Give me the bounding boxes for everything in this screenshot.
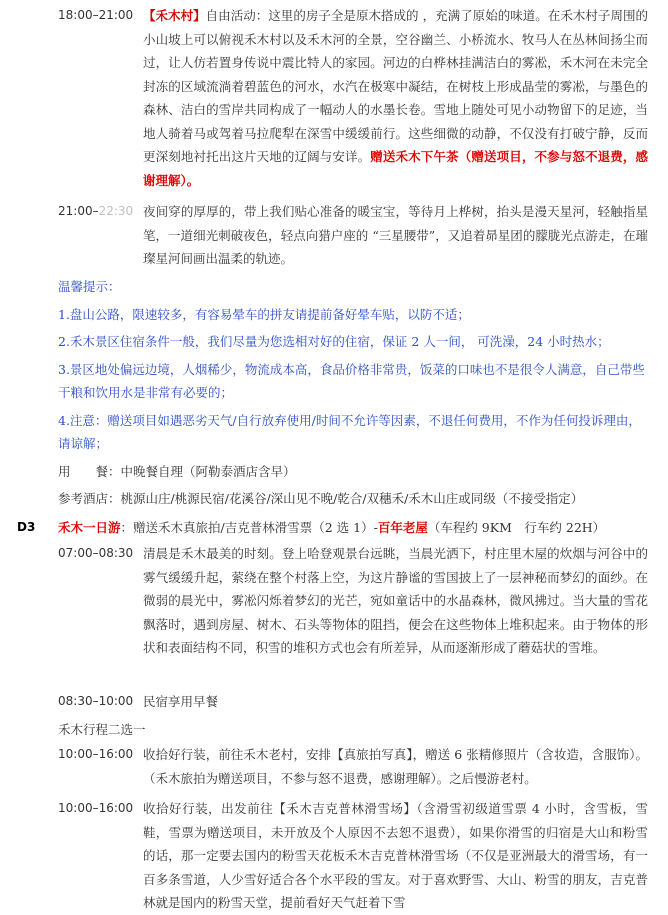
- schedule-text: 清晨是禾木最美的时刻。登上哈登观景台远眺，当晨光洒下，村庄里木屋的炊烟与河谷中的雾气缓缓升起，萦绕在整个村落上空，为这片静谧的雪国披上了一层神秘而梦幻的面纱。在微弱的晨光中，雾凇闪烁着梦幻的光芒，宛如童话中的水晶森林，微风拂过。当大量的雪花飘落时，遇到房屋、树木、石头等物体的阻挡，便会在这些物体上堆积起来。由于物体的形状和表面结构不同，积雪的堆积方式也会有所差异，从而逐渐形成了蘑菇状的雪堆。: [143, 546, 648, 655]
- place-tag: 【禾木村】: [143, 8, 206, 23]
- gift-highlight: 赠送禾木下午茶（赠送项目，不参与怒不退费，感谢理解）。: [143, 149, 648, 188]
- tip-item: 2.禾木景区住宿条件一般，我们尽量为您选相对好的住宿，保证 2 人一间， 可洗澡，24 小时热水；: [58, 334, 610, 349]
- hotel-line: [58, 489, 583, 509]
- hotel-label: 参考酒店：: [58, 491, 121, 506]
- schedule-time: 07:00–08:30: [58, 546, 134, 560]
- schedule-text: [143, 4, 648, 192]
- meals-line: [58, 462, 296, 482]
- day-title: [58, 518, 605, 538]
- schedule-time: 21:00–22:30: [58, 204, 134, 218]
- tips-section: [58, 275, 648, 456]
- day-title-red2: 百年老屋: [377, 520, 428, 535]
- choose-one-label: 禾木行程二选一: [58, 722, 146, 737]
- schedule-time: 10:00–16:00: [58, 801, 134, 815]
- day-title-tail: （车程约 9KM 行车约 22H）: [427, 520, 606, 535]
- tips-title: 温馨提示：: [58, 279, 121, 294]
- schedule-time: 10:00–16:00: [58, 747, 134, 761]
- day-title-red: 禾木一日游: [58, 520, 121, 535]
- schedule-text: 收拾好行装，前往禾木老村，安排【真旅拍写真】，赠送 6 张精修照片（含妆造，含服饰）。（禾木旅拍为赠送项目，不参与怒不退费，感谢理解）。之后慢游老村。: [143, 747, 648, 786]
- schedule-text: 民宿享用早餐: [143, 694, 219, 709]
- day-title-mid: ：赠送禾木真旅拍/吉克普林滑雪票（2 选 1）-: [120, 520, 378, 535]
- day-badge: D3: [17, 520, 36, 534]
- schedule-text: 夜间穿的厚厚的，带上我们贴心准备的暖宝宝，等待月上桦树，抬头是漫天星河，轻触指星笔，一道细光刺破夜色，轻点向猎户座的 “三星腰带”，又追着昴星团的朦胧光点游走，在璀璨星河间画出温柔的轨迹。: [143, 204, 648, 266]
- schedule-time: 08:30–10:00: [58, 694, 134, 708]
- schedule-time: 18:00–21:00: [58, 8, 134, 22]
- tip-item: 4.注意：赠送项目如遇恶劣天气/自行放弃使用/时间不允许等因素，不退任何费用，不作为任何投诉理由，请谅解；: [58, 412, 641, 451]
- schedule-text: 收拾好行装，出发前往【禾木吉克普林滑雪场】（含滑雪初级道雪票 4 小时，含雪板，雪鞋，雪票为赠送项目，未开放及个人原因不去恕不退费），如果你滑雪的归宿是大山和粉雪的话，那一定要去国内的粉雪天花板禾木吉克普林滑雪场（不仅是亚洲最大的滑雪场，有一百多条雪道，人少雪好适合各个水平段的雪友。对于喜欢野雪、大山、粉雪的朋友，吉克普林就是国内的粉雪天堂，提前看好天气赶着下雪: [143, 801, 648, 910]
- meals-value: 中晚餐自理（阿勒泰酒店含早）: [120, 464, 296, 479]
- schedule-time-faded: 22:30: [98, 204, 134, 218]
- tip-item: 1.盘山公路，限速较多，有容易晕车的拼友请提前备好晕车贴，以防不适；: [58, 306, 470, 322]
- meals-label: 用 餐：: [58, 464, 121, 479]
- tip-item: 3.景区地处偏远边境，人烟稀少，物流成本高，食品价格非常贵，饭菜的口味也不是很令人满意，自己带些干粮和饮用水是非常有必要的；: [58, 361, 645, 400]
- hotel-value: 桃源山庄/桃源民宿/花溪谷/深山见不晚/乾合/双穗禾/禾木山庄或同级（不接受指定）: [120, 491, 584, 506]
- schedule-description: 自由活动：这里的房子全是原木搭成的 ，充满了原始的味道。在禾木村子周围的小山坡上可以俯视禾木村以及禾木河的全景，空谷幽兰、小桥流水、牧马人在丛林间扬尘而过，让人仿若置身传说中震比特人的家园。河边的白桦林挂满洁白的雾凇，禾木河在未完全封冻的区域流淌着碧蓝色的河水，水汽在极寒中凝结，在树枝上形成晶莹的雾凇，与墨色的森林、洁白的雪岸共同构成了一幅动人的水墨长卷。雪地上随处可见小动物留下的足迹，当地人骑着马或驾着马拉爬犁在深雪中缓缓前行。这些细微的动静，不仅没有打破宁静，反而更深刻地衬托出这片天地的辽阔与安详。: [143, 8, 648, 164]
